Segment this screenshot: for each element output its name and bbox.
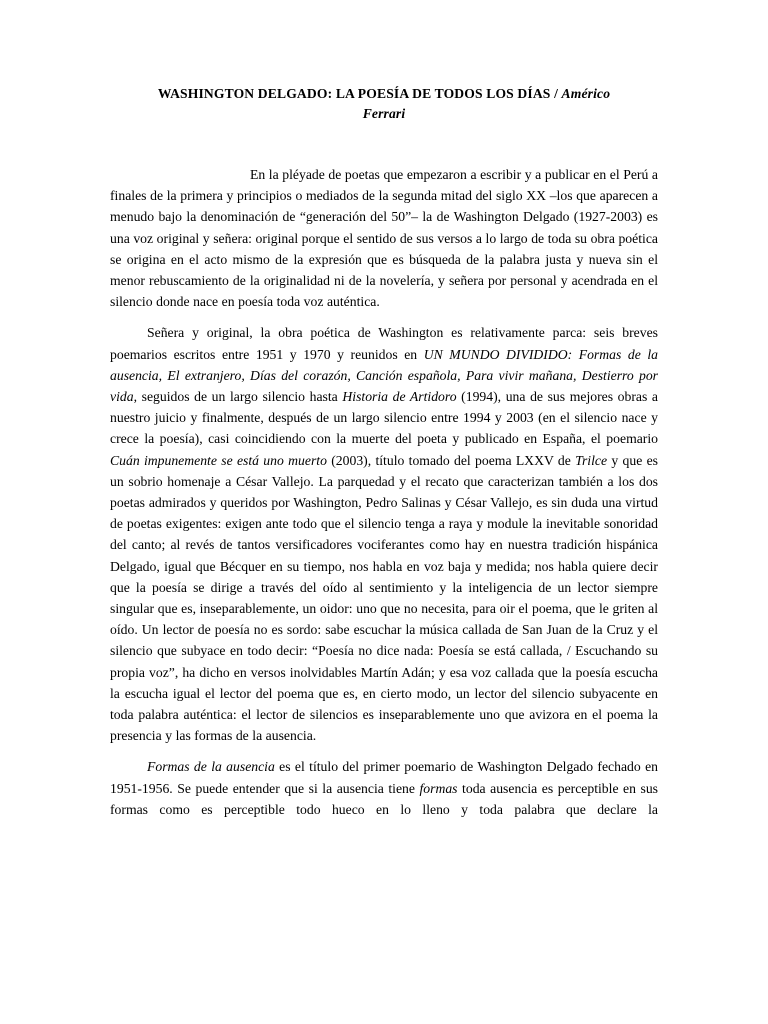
title-main-text: WASHINGTON DELGADO: LA POESÍA DE TODOS LOS DÍAS /	[157, 86, 562, 101]
paragraph-2	[110, 322, 658, 746]
book-title-historia-de-artidoro: Historia de Artidoro	[342, 389, 457, 405]
book-title-trilce: Trilce	[575, 452, 608, 468]
paragraph-2-text-c: (1994), una de sus mejores obras a nuestro juicio y finalmente, después de un largo silencio entre 1994 y 2003 (en el silencio nace y crece la poesía), casi coincidiendo con la muerte del poeta y publicado en España, el poemario	[110, 389, 658, 447]
paragraph-2-text-a: Señera y original, la obra poética de Washington es relativamente parca: seis breves poemarios escritos entre 1951 y 1970 y reunidos en	[110, 325, 658, 362]
paragraph-2-text-b: , seguidos de un largo silencio hasta	[133, 389, 343, 405]
paragraph-spacer-1	[110, 312, 658, 322]
paragraph-1	[110, 164, 658, 312]
title-author-last: Ferrari	[362, 106, 406, 121]
paragraph-1-text: En la pléyade de poetas que empezaron a escribir y a publicar en el Perú a finales de la primera y principios o mediados de la segunda mitad del siglo XX –los que aparecen a menudo bajo la denominación de “generación del 50”– la de Washington Delgado (1927-2003) es una voz original y señera: original porque el sentido de sus versos a lo largo de toda su obra poética se origina en el acto mismo de la expresión que es búsqueda de la palabra justa y nueva sin el menor rebuscamiento de la originalidad ni de la novelería, y señera por personal y acendrada en el silencio donde nace en poesía toda voz auténtica.	[110, 167, 658, 310]
paragraph-2-text-d: (2003), título tomado del poema LXXV de	[326, 452, 576, 468]
page-title	[110, 84, 658, 124]
book-title-un-mundo-dividido: UN MUNDO DIVIDIDO: Formas de la ausencia, El extranjero, Días del corazón, Canción española, Para vivir mañana, Destierro por vida	[110, 346, 659, 405]
paragraph-3	[110, 756, 658, 820]
paragraph-3-text-a: es el título del primer poemario de Washington Delgado fechado en 1951-1956. Se puede entender que si la ausencia tiene	[110, 759, 659, 796]
book-title-cuan-impunemente: Cuán impunemente se está uno muerto	[110, 452, 327, 468]
title-author-first: Américo	[561, 86, 611, 101]
paragraph-2-text-e: y que es un sobrio homenaje a César Vallejo. La parquedad y el recato que caracterizan también a los dos poetas admirados y queridos por Washington, Pedro Salinas y César Vallejo, es sin duda una virtud de poetas exigentes: exigen ante todo que el silencio tenga a raya y module la inevitable sonoridad del canto; al revés de tantos versificadores vociferantes como hay en nuestra tradición hispánica Delgado, igual que Bécquer en su tiempo, nos habla en voz baja y medida; nos habla quiere decir que la poesía se dirige a través del oído al sentimiento y la inteligencia de un lector siempre singular que es, inseparablemente, un oidor: uno que no necesita, para oir el poema, que le griten al oído. Un lector de poesía no es sordo: sabe escuchar la música callada de San Juan de la Cruz y el silencio que subyace en todo decir: “Poesía no dice nada: Poesía se está callada, / Escuchando su propia voz”, ha dicho en versos inolvidables Martín Adán; y esa voz callada que la poesía escucha la escucha igual el lector del poema que es, en cierto modo, un lector del silencio subyacente en toda palabra auténtica: el lector de silencios es inseparablemente uno que avizora en el poema la presencia y las formas de la ausencia.	[110, 452, 658, 744]
paragraph-spacer-2	[110, 746, 658, 756]
document-content	[110, 84, 658, 820]
book-title-formas-de-la-ausencia: Formas de la ausencia	[147, 759, 275, 775]
title-body-spacer	[110, 124, 658, 164]
emphasis-formas: formas	[419, 780, 458, 796]
paragraph-3-text-b: toda ausencia es perceptible en sus formas como es perceptible todo hueco en lo lleno y toda palabra que declare la	[110, 780, 658, 817]
